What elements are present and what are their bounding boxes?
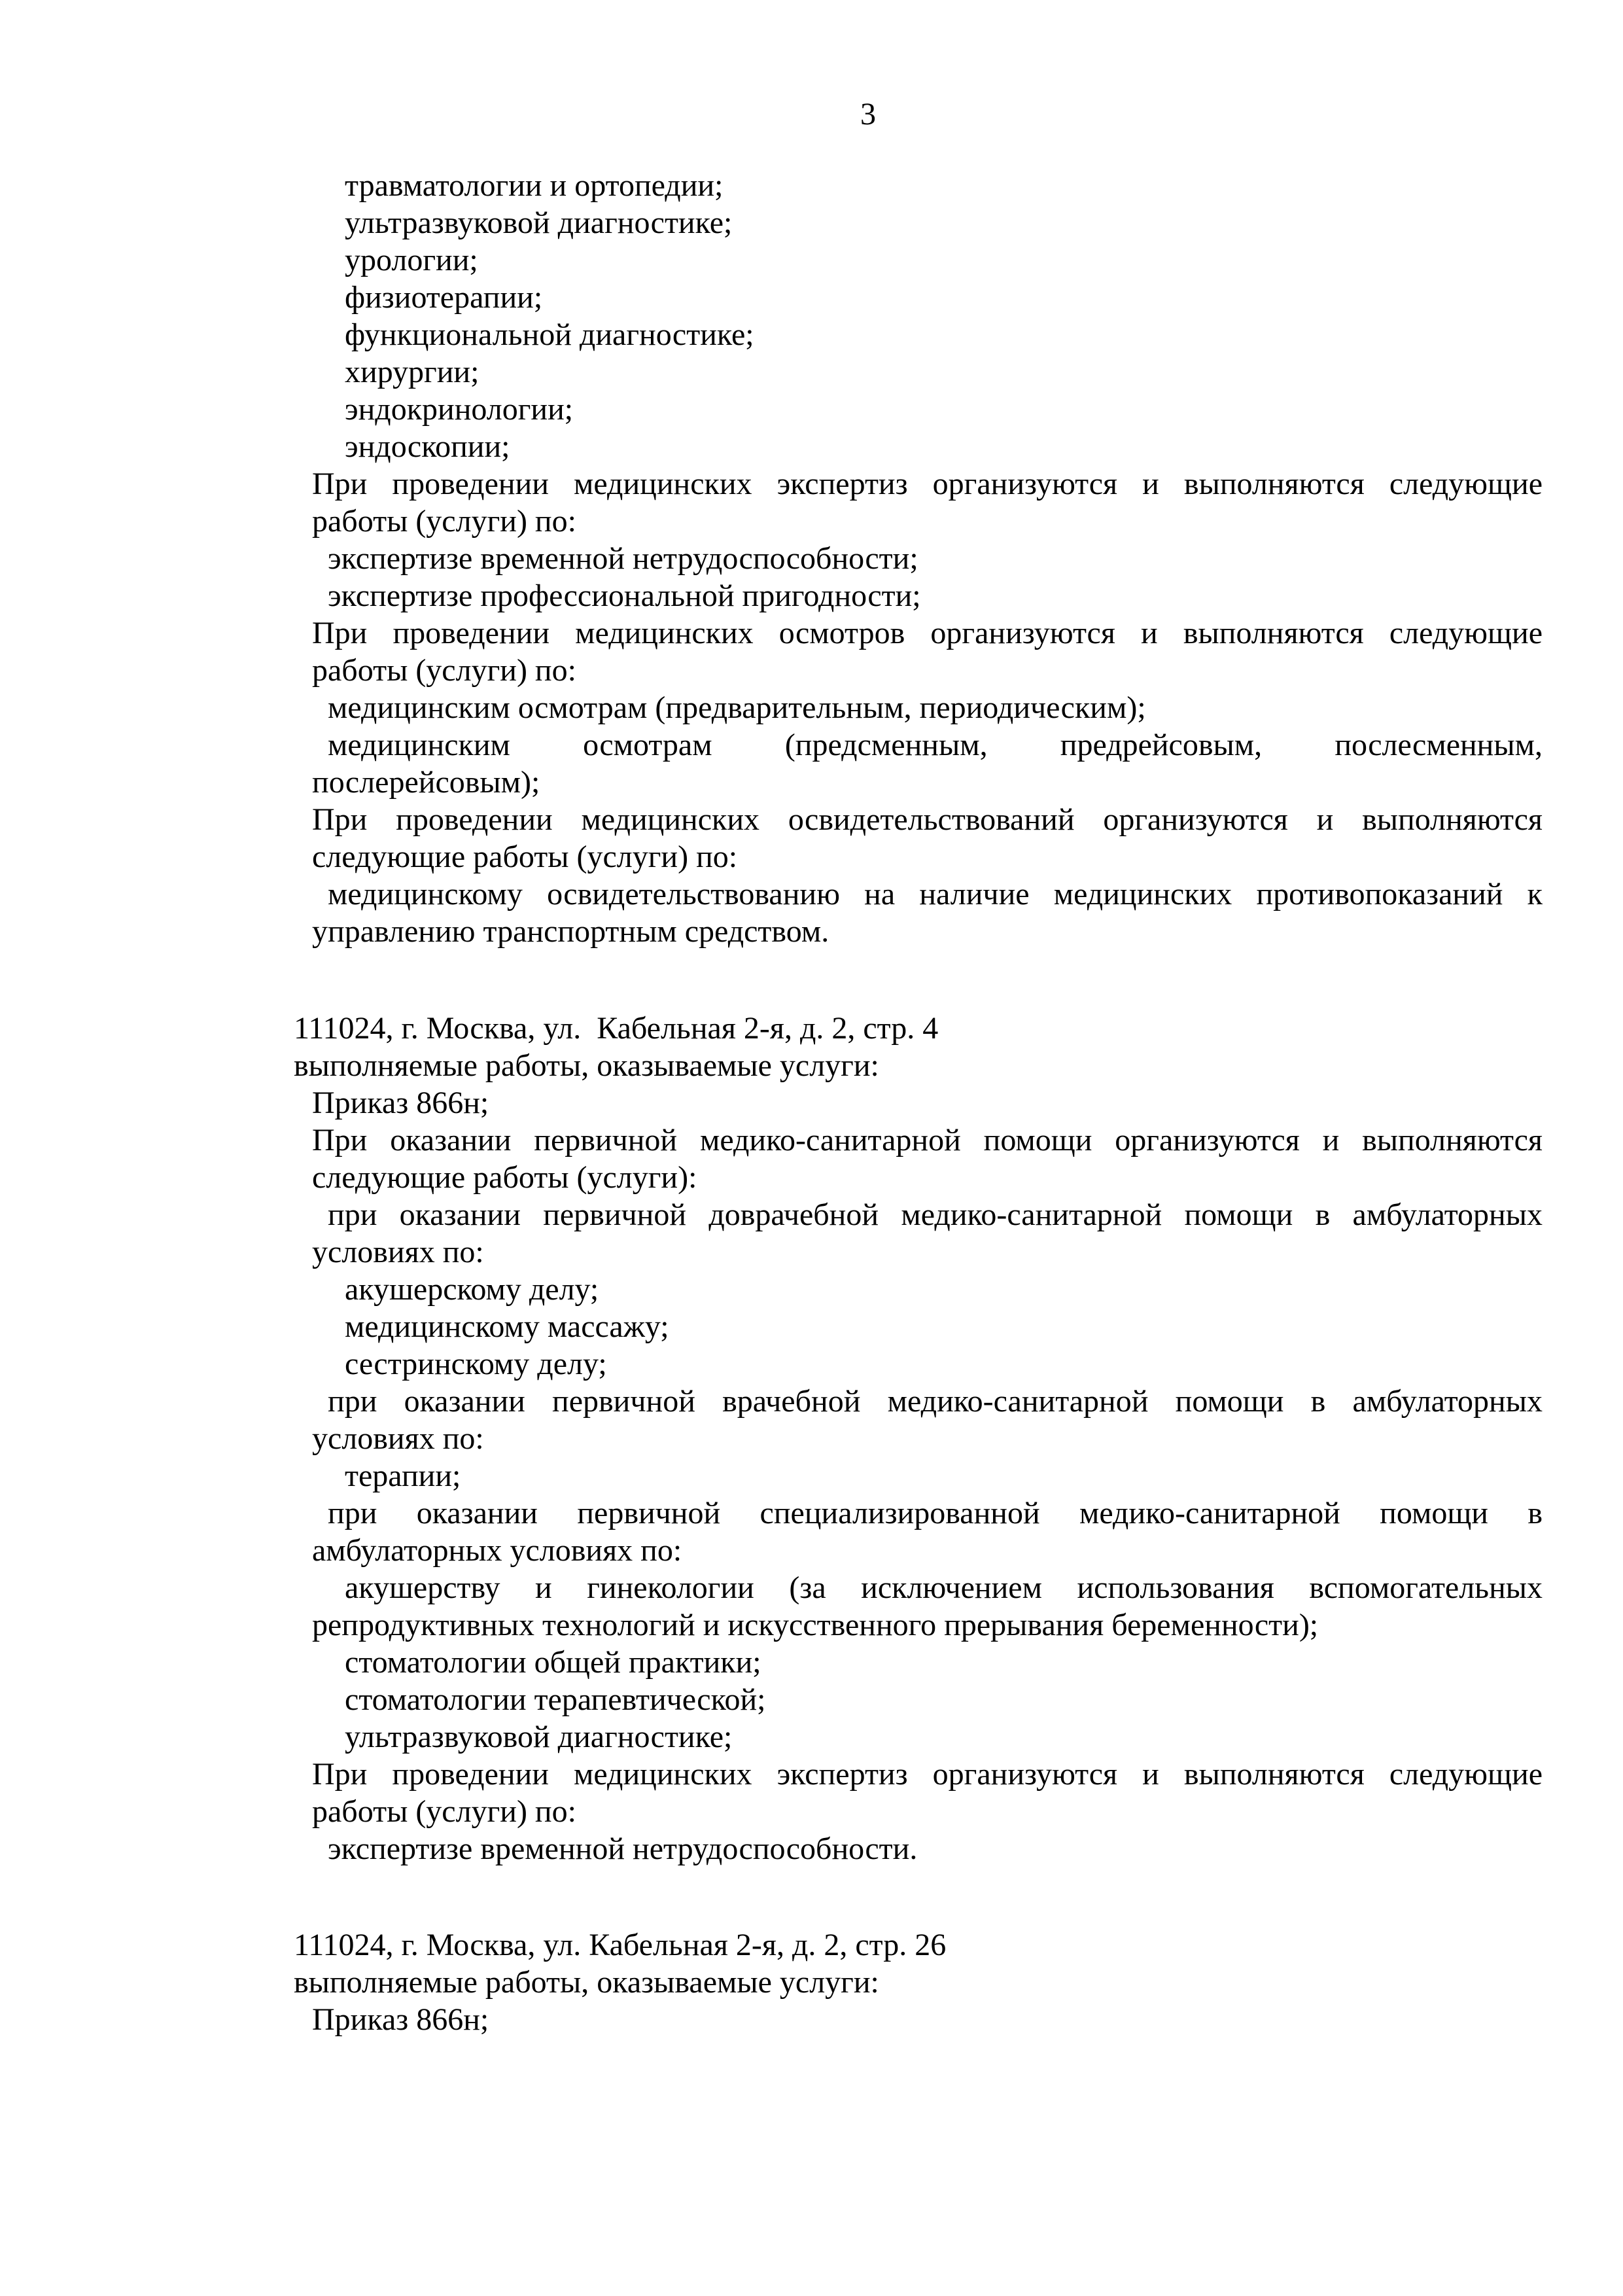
paragraph-line: следующие работы (услуги): [312, 1160, 697, 1195]
specialty-item: хирургии; [345, 355, 480, 389]
work-item-line: при оказании первичной доврачебной медико-санитарной помощи в амбулаторных [328, 1197, 1543, 1232]
specialty-item: терапии; [345, 1458, 461, 1493]
specialty-item: ультразвуковой диагностике; [345, 1720, 733, 1754]
order-reference: Приказ 866н; [312, 1086, 489, 1120]
work-item-line: медицинским осмотрам (предварительным, периодическим); [328, 690, 1146, 725]
order-reference: Приказ 866н; [312, 2002, 489, 2037]
work-item-line: при оказании первичной специализированной медико-санитарной помощи в [328, 1496, 1543, 1530]
specialty-item: функциональной диагностике; [345, 317, 754, 352]
address-line: 111024, г. Москва, ул. Кабельная 2-я, д. 2, стр. 26 [294, 1928, 947, 1962]
work-item-line: медицинскому освидетельствованию на наличие медицинских противопоказаний к [328, 877, 1543, 911]
paragraph-line: При проведении медицинских освидетельствований организуются и выполняются [312, 802, 1543, 837]
specialty-item: травматологии и ортопедии; [345, 168, 724, 203]
work-item-line: при оказании первичной врачебной медико-санитарной помощи в амбулаторных [328, 1384, 1543, 1419]
specialty-item: эндоскопии; [345, 429, 510, 464]
specialty-item: акушерскому делу; [345, 1272, 599, 1307]
work-item-line: управлению транспортным средством. [312, 914, 829, 949]
works-label: выполняемые работы, оказываемые услуги: [294, 1965, 879, 2000]
paragraph-line: работы (услуги) по: [312, 504, 576, 539]
specialty-item: урологии; [345, 243, 478, 277]
work-item-line: послерейсовым); [312, 765, 540, 800]
specialty-item: стоматологии общей практики; [345, 1645, 761, 1680]
paragraph-line: При проведении медицинских экспертиз организуются и выполняются следующие [312, 467, 1543, 501]
paragraph-line: При оказании первичной медико-санитарной помощи организуются и выполняются [312, 1123, 1543, 1157]
paragraph-line: работы (услуги) по: [312, 653, 576, 688]
specialty-item: эндокринологии; [345, 392, 574, 427]
works-label: выполняемые работы, оказываемые услуги: [294, 1048, 879, 1083]
specialty-item: акушерству и гинекологии (за исключением использования вспомогательных [345, 1570, 1543, 1605]
page-number: 3 [860, 97, 876, 132]
work-item-line: условиях по: [312, 1235, 484, 1269]
work-item-line: экспертизе временной нетрудоспособности. [328, 1831, 918, 1866]
document-body [294, 167, 1543, 2038]
specialty-item: физиотерапии; [345, 280, 543, 315]
paragraph-line: При проведении медицинских экспертиз организуются и выполняются следующие [312, 1757, 1543, 1792]
paragraph-line: При проведении медицинских осмотров организуются и выполняются следующие [312, 616, 1543, 650]
work-item-line: амбулаторных условиях по: [312, 1533, 682, 1568]
specialty-item: стоматологии терапевтической; [345, 1682, 766, 1717]
address-line: 111024, г. Москва, ул. Кабельная 2-я, д. 2, стр. 4 [294, 1011, 939, 1046]
work-item-line: медицинским осмотрам (предсменным, предрейсовым, послесменным, [328, 728, 1543, 762]
work-item-line: экспертизе временной нетрудоспособности; [328, 541, 918, 576]
paragraph-line: следующие работы (услуги) по: [312, 839, 738, 874]
specialty-item: сестринскому делу; [345, 1347, 607, 1381]
work-item-line: условиях по: [312, 1421, 484, 1456]
specialty-item: репродуктивных технологий и искусственного прерывания беременности); [312, 1608, 1319, 1642]
specialty-item: медицинскому массажу; [345, 1309, 669, 1344]
specialty-item: ультразвуковой диагностике; [345, 205, 733, 240]
work-item-line: экспертизе профессиональной пригодности; [328, 578, 921, 613]
paragraph-line: работы (услуги) по: [312, 1794, 576, 1829]
